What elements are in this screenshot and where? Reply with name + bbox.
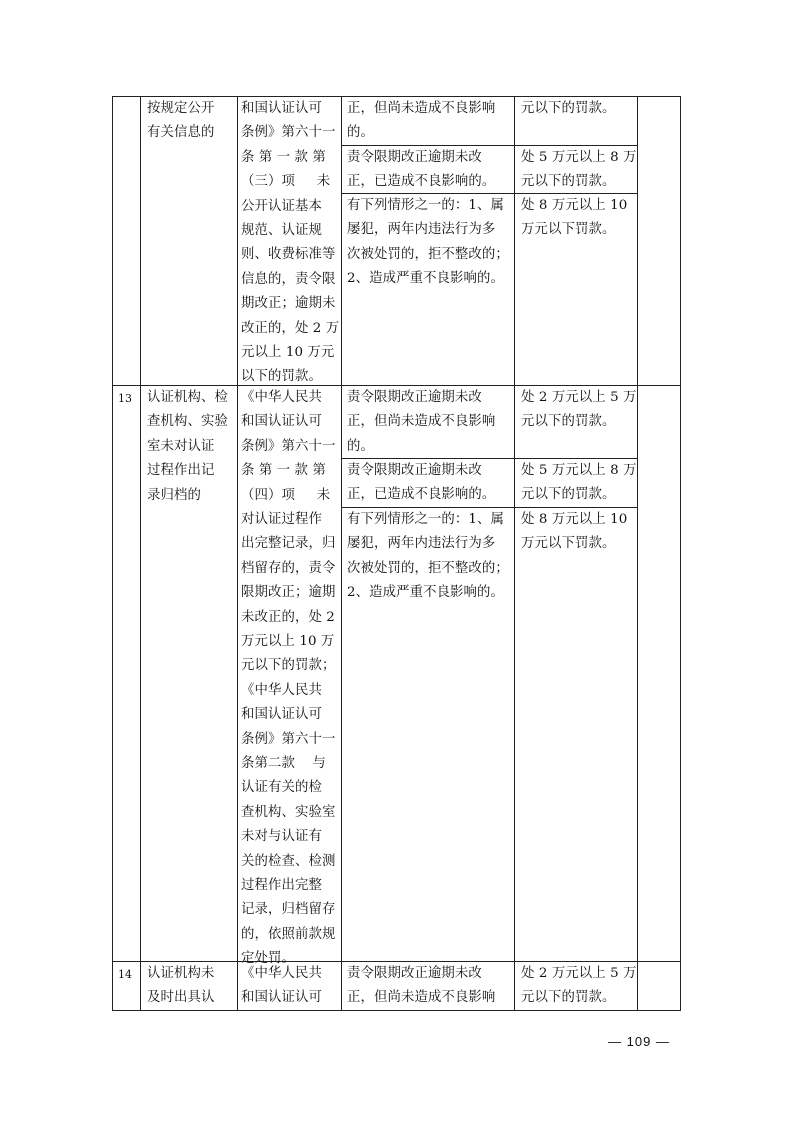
circumstance-line: 正，已造成不良影响的。: [347, 487, 496, 503]
legal-basis-line: 认证有关的检: [241, 780, 322, 796]
table-column-rule: [341, 96, 342, 1011]
penalty-line: 处 5 万元以上 8 万: [521, 150, 637, 165]
row-number: 14: [118, 968, 132, 981]
legal-basis-line: 过程作出完整: [241, 878, 322, 893]
table-column-rule: [140, 96, 141, 1011]
legal-basis-line: 《中华人民共: [241, 390, 322, 405]
violation-item-line: 认证机构、检: [147, 390, 228, 405]
legal-basis-line: 元以上 10 万元: [241, 345, 335, 360]
violation-item-line: 过程作出记: [147, 463, 215, 479]
violation-item-line: 查机构、实验: [147, 414, 228, 430]
circumstance-line: 2、造成严重不良影响的。: [347, 585, 505, 601]
legal-basis-line: 则、收费标准等: [241, 247, 336, 263]
legal-basis-line: 条第二款 与: [241, 756, 326, 771]
legal-basis-line: 的，依照前款规: [241, 926, 336, 942]
circumstance-line: 的。: [347, 438, 374, 454]
table-column-rule: [112, 96, 113, 1011]
legal-basis-line: 改正的，处 2 万: [241, 320, 340, 336]
legal-basis-line: 限期改正；逾期: [241, 585, 336, 601]
legal-basis-line: 和国认证认可: [241, 101, 322, 116]
legal-basis-line: 公开认证基本: [241, 198, 322, 214]
legal-basis-line: 档留存的，责令: [241, 560, 336, 576]
circumstance-line: 正，但尚未造成不良影响: [347, 990, 496, 1006]
legal-basis-line: 信息的，责令限: [241, 271, 336, 287]
violation-item-line: 录归档的: [147, 487, 201, 503]
legal-basis-line: 出完整记录，归: [241, 536, 336, 552]
legal-basis-line: 查机构、实验室: [241, 804, 336, 820]
circumstance-line: 屡犯，两年内违法行为多: [347, 222, 496, 238]
legal-basis-line: 对认证过程作: [241, 512, 322, 527]
circumstance-line: 正，但尚未造成不良影响: [347, 414, 496, 430]
legal-basis-line: 条例》第六十一: [241, 731, 336, 747]
penalty-line: 万元以下罚款。: [521, 536, 616, 552]
violation-item-line: 及时出具认: [147, 990, 215, 1006]
circumstance-line: 责令限期改正逾期未改: [347, 463, 482, 478]
violation-item-line: 有关信息的: [147, 125, 215, 141]
circumstance-line: 屡犯，两年内违法行为多: [347, 536, 496, 552]
legal-basis-line: 关的检查、检测: [241, 853, 336, 869]
legal-basis-line: 记录，归档留存: [241, 902, 336, 918]
row-number: 13: [118, 392, 132, 405]
table-column-rule: [637, 96, 638, 1011]
penalty-line: 处 2 万元以上 5 万: [521, 390, 637, 405]
legal-basis-line: 定处罚。: [241, 951, 295, 967]
circumstance-line: 的。: [347, 125, 374, 141]
circumstance-line: 正，但尚未造成不良影响: [347, 101, 496, 116]
legal-basis-line: （四）项 未: [241, 487, 331, 503]
violation-item-line: 按规定公开: [147, 101, 215, 116]
penalty-line: 元以下的罚款。: [521, 487, 616, 503]
legal-basis-line: 条 第 一 款 第: [241, 463, 326, 479]
circumstance-line: 有下列情形之一的：1、属: [347, 512, 505, 527]
penalty-line: 元以下的罚款。: [521, 101, 616, 116]
legal-basis-line: 未改正的，处 2: [241, 609, 335, 625]
legal-basis-line: 规范、认证规: [241, 223, 322, 238]
legal-basis-line: （三）项 未: [241, 174, 331, 190]
legal-basis-line: 条 第 一 款 第: [241, 149, 326, 165]
legal-basis-line: 以下的罚款。: [241, 369, 322, 385]
legal-basis-line: 和国认证认可: [241, 707, 322, 723]
circumstance-line: 责令限期改正逾期未改: [347, 150, 482, 165]
legal-basis-line: 条例》第六十一: [241, 438, 336, 454]
penalty-line: 元以下的罚款。: [521, 174, 616, 190]
legal-basis-line: 《中华人民共: [241, 682, 322, 698]
penalty-line: 元以下的罚款。: [521, 990, 616, 1006]
legal-basis-line: 和国认证认可: [241, 414, 322, 430]
penalty-line: 处 2 万元以上 5 万: [521, 966, 637, 981]
circumstance-line: 正，已造成不良影响的。: [347, 174, 496, 190]
table-column-rule: [237, 96, 238, 1011]
page-number: — 109 —: [608, 1034, 670, 1049]
legal-basis-line: 万元以上 10 万: [241, 634, 335, 649]
violation-item-line: 室未对认证: [147, 438, 215, 454]
legal-basis-line: 《中华人民共: [241, 966, 322, 981]
legal-basis-line: 期改正；逾期未: [241, 296, 336, 312]
circumstance-line: 责令限期改正逾期未改: [347, 966, 482, 981]
legal-basis-line: 未对与认证有: [241, 829, 322, 845]
circumstance-line: 责令限期改正逾期未改: [347, 390, 482, 405]
legal-basis-line: 条例》第六十一: [241, 125, 336, 141]
violation-item-line: 认证机构未: [147, 966, 215, 981]
legal-basis-line: 和国认证认可: [241, 990, 322, 1006]
legal-basis-line: 元以下的罚款；: [241, 658, 336, 674]
table-column-rule: [680, 96, 681, 1011]
penalty-line: 处 8 万元以上 10: [521, 512, 628, 527]
penalty-line: 元以下的罚款。: [521, 414, 616, 430]
circumstance-line: 次被处罚的，拒不整改的；: [347, 560, 509, 576]
penalty-line: 万元以下罚款。: [521, 222, 616, 238]
table-column-rule: [514, 96, 515, 1011]
circumstance-line: 有下列情形之一的：1、属: [347, 198, 505, 213]
penalty-line: 处 8 万元以上 10: [521, 198, 628, 213]
circumstance-line: 2、造成严重不良影响的。: [347, 271, 505, 287]
penalty-line: 处 5 万元以上 8 万: [521, 463, 637, 478]
circumstance-line: 次被处罚的，拒不整改的；: [347, 246, 509, 262]
